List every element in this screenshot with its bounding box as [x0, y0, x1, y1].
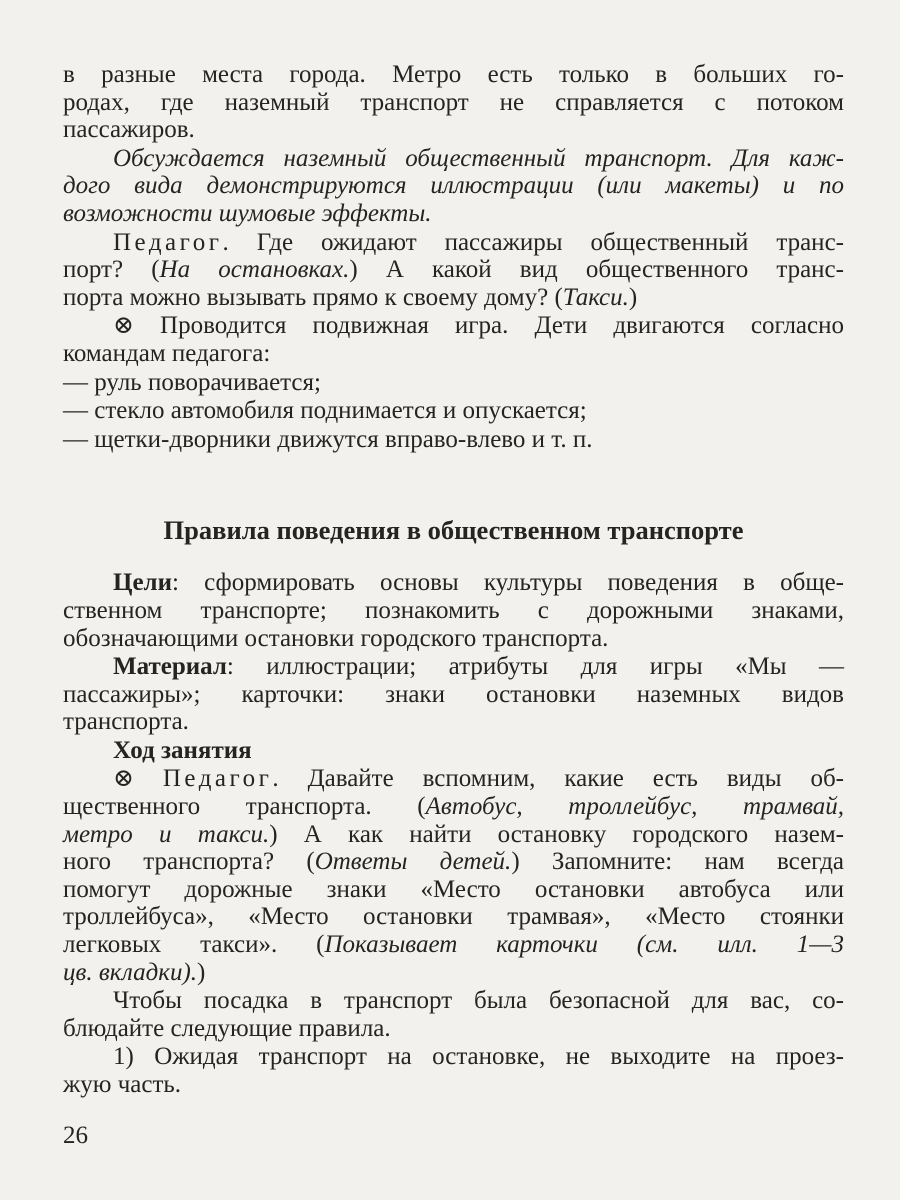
italic-text: Показывает карточки (см. илл. 1—3 — [324, 931, 844, 959]
text-line — [63, 708, 844, 736]
paragraph — [63, 61, 844, 144]
text-line — [63, 1015, 844, 1043]
bold-label: Цели — [113, 569, 172, 597]
text-line — [63, 89, 844, 117]
text-line — [63, 903, 844, 931]
text-run: ) А как найти остановку городского назем- — [269, 820, 844, 848]
text-line — [63, 597, 844, 625]
text-run: родах, где наземный транспорт не справляется с потоком — [63, 88, 844, 116]
section-heading: Правила поведения в общественном транспорте — [163, 515, 744, 546]
paragraph — [63, 312, 844, 367]
text-line — [63, 959, 844, 987]
text-line — [63, 1071, 844, 1099]
text-line — [63, 172, 844, 200]
page-number: 26 — [63, 1122, 88, 1149]
text-run: 1) Ожидая транспорт на остановке, не выходите на проез- — [113, 1043, 844, 1071]
text-line — [63, 116, 844, 144]
spaced-speaker: Педагог — [162, 765, 273, 793]
text-run: Чтобы посадка в транспорт была безопасной для вас, со- — [113, 987, 844, 1015]
text-run: обозначающими остановки городского транспорта. — [63, 624, 609, 652]
text-run: ) — [628, 283, 638, 311]
text-run: ⊗ Проводится подвижная игра. Дети двигаются согласно — [113, 312, 844, 340]
text-line — [63, 284, 844, 312]
text-line — [63, 765, 844, 793]
italic-text: возможности шумовые эффекты. — [63, 199, 432, 227]
italic-text: Ответы детей. — [314, 848, 512, 876]
text-run: — руль поворачивается; — [63, 368, 321, 396]
bold-label: Материал — [113, 653, 227, 681]
italic-text: На остановках. — [159, 256, 350, 284]
text-run: ственном транспорте; познакомить с дорожными знаками, — [63, 596, 844, 624]
text-section-top — [63, 61, 844, 453]
dash-list-item — [63, 426, 844, 454]
text-line — [63, 876, 844, 904]
text-line — [63, 793, 844, 821]
text-run: порта можно вызывать прямо к своему дому? ( — [63, 283, 563, 311]
text-line — [63, 312, 844, 340]
paragraph — [63, 765, 844, 986]
text-run: пассажиров. — [63, 116, 195, 144]
text-run: . Где ожидают пассажиры общественный транс- — [222, 228, 844, 256]
text-run: щественного транспорта. ( — [63, 793, 426, 821]
text-run: — щетки-дворники движутся вправо-влево и т. п. — [63, 425, 593, 453]
text-run: легковых такси». ( — [63, 931, 325, 959]
text-line — [63, 848, 844, 876]
text-line — [63, 426, 844, 454]
text-line — [63, 569, 844, 597]
italic-text: дого вида демонстрируются иллюстрации (или макеты) и по — [63, 172, 844, 200]
text-line — [63, 145, 844, 173]
italic-text: метро и такси. — [63, 820, 270, 848]
text-run: : иллюстрации; атрибуты для игры «Мы — — [226, 653, 844, 681]
text-run: ного транспорта? ( — [63, 848, 315, 876]
text-section-bottom — [63, 569, 844, 1098]
text-line — [63, 200, 844, 228]
paragraph — [63, 987, 844, 1042]
text-line — [63, 931, 844, 959]
italic-text: Обсуждается наземный общественный транспорт. Для каж- — [113, 144, 844, 172]
text-run: троллейбуса», «Место остановки трамвая», «Место стоянки — [63, 903, 844, 931]
paragraph — [63, 569, 844, 652]
text-run: : сформировать основы культуры поведения в обще- — [171, 569, 844, 597]
paragraph — [63, 229, 844, 312]
text-run: ⊗ — [113, 765, 163, 793]
text-line — [63, 369, 844, 397]
paragraph — [63, 653, 844, 736]
text-run: ) — [197, 958, 206, 986]
page-body — [63, 61, 844, 1099]
bold-label: Ход занятия — [113, 736, 252, 764]
spaced-speaker: Педагог — [113, 228, 223, 256]
italic-text: Такси. — [562, 283, 629, 311]
text-run: жую часть. — [63, 1071, 182, 1098]
text-line — [63, 1043, 844, 1071]
text-line — [63, 625, 844, 653]
text-run: ) Запомните: нам всегда — [511, 848, 845, 876]
paragraph — [63, 145, 844, 228]
text-run: . Давайте вспомним, какие есть виды об- — [272, 765, 844, 793]
text-line — [63, 229, 844, 257]
text-run: командам педагога: — [63, 339, 271, 367]
text-run: — стекло автомобиля поднимается и опускается; — [63, 397, 587, 425]
text-line — [63, 340, 844, 368]
dash-list-item — [63, 397, 844, 425]
text-run: порт? ( — [63, 256, 160, 284]
italic-text: цв. вкладки). — [63, 958, 198, 986]
dash-list-item — [63, 369, 844, 397]
paragraph — [63, 737, 844, 765]
text-line — [63, 681, 844, 709]
text-run: в разные места города. Метро есть только в больших го- — [63, 61, 844, 88]
text-line — [63, 987, 844, 1015]
text-run: ) А какой вид общественного транс- — [349, 256, 844, 284]
text-run: блюдайте следующие правила. — [63, 1014, 391, 1042]
text-line — [63, 256, 844, 284]
text-line — [63, 397, 844, 425]
text-run: пассажиры»; карточки: знаки остановки наземных видов — [63, 680, 844, 708]
text-line — [63, 737, 844, 765]
text-line — [63, 653, 844, 681]
text-line — [63, 821, 844, 849]
text-run: транспорта. — [63, 708, 189, 736]
text-line — [63, 61, 844, 89]
paragraph — [63, 1043, 844, 1098]
italic-text: Автобус, троллейбус, трамвай, — [425, 793, 844, 821]
text-run: помогут дорожные знаки «Место остановки автобуса или — [63, 875, 844, 903]
